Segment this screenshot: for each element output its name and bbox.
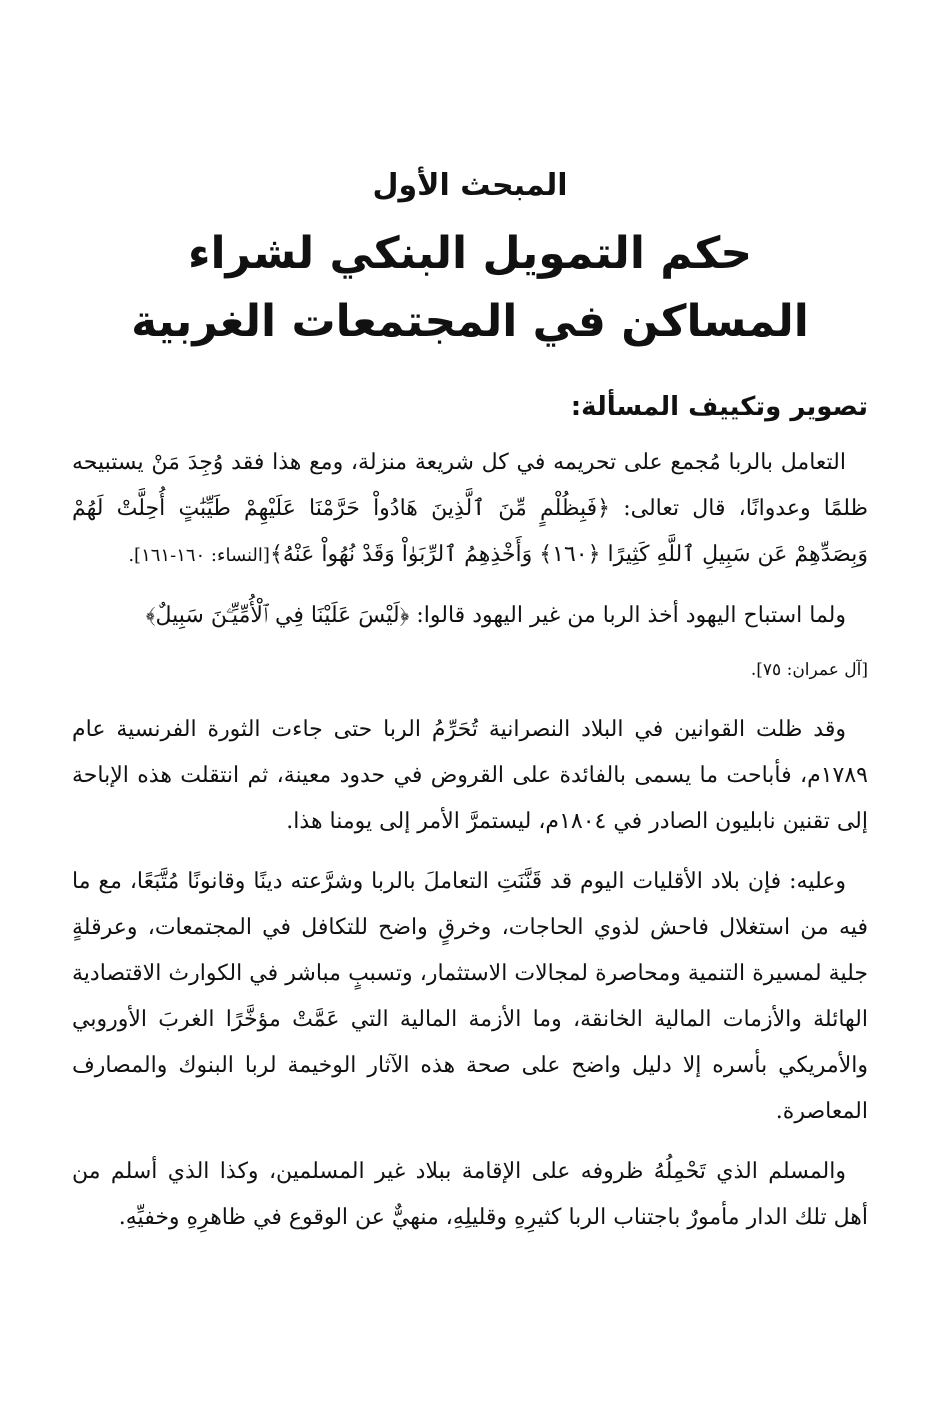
- paragraph-2-text: ولما استباح اليهود أخذ الربا من غير اليهود قالوا:: [409, 603, 846, 628]
- quran-verse-1: ﴿فَبِظُلْمٍ مِّنَ ٱلَّذِينَ هَادُواْ حَرَّمْنَا عَلَيْهِمْ طَيِّبَٰتٍ أُحِلَّتْ لَهُمْ وَبِصَدِّهِمْ عَن سَبِيلِ ٱللَّهِ كَثِيرًا ﴿١٦٠﴾ وَأَخْذِهِمُ ٱلرِّبَوٰاْ وَقَدْ نُهُواْ عَنْهُ﴾: [72, 496, 868, 567]
- paragraph-5: والمسلم الذي تَحْمِلُهُ ظروفه على الإقامة ببلاد غير المسلمين، وكذا الذي أسلم من أهل تلك الدار مأمورٌ باجتناب الربا كثيرِهِ وقليلِهِ، منهيٌّ عن الوقوع في ظاهرِهِ وخفيِّهِ.: [72, 1159, 868, 1230]
- body-text: [72, 440, 868, 1255]
- paragraph-2: [72, 593, 868, 639]
- paragraph-4: وعليه: فإن بلاد الأقليات اليوم قد قَنَّنَتِ التعاملَ بالربا وشرَّعته دينًا وقانونًا مُتَّبَعًا، مع ما فيه من استغلال فاحش لذوي الحاجات، وخرقٍ واضح للتكافل في المجتمعات، وعرقلةٍ جلية لمسيرة التنمية ومحاصرة لمجالات الاستثمار، وتسببٍ مباشر في الكوارث الاقتصادية الهائلة والأزمات المالية الخانقة، وما الأزمة المالية التي عَمَّتْ مؤخَّرًا الغربَ الأوروبي والأمريكي بأسره إلا دليل واضح على صحة هذه الآثار الوخيمة لربا البنوك والمصارف المعاصرة.: [72, 869, 869, 1124]
- page-title-line-1: حكم التمويل البنكي لشراء: [187, 228, 753, 279]
- paragraph-3: وقد ظلت القوانين في البلاد النصرانية تُحَرِّمُ الربا حتى جاءت الثورة الفرنسية عام ١٧٨٩م، فأباحت ما يسمى بالفائدة على القروض في حدود معينة، ثم انتقلت هذه الإباحة إلى تقنين نابليون الصادر في ١٨٠٤م، ليستمرَّ الأمر إلى يومنا هذا.: [72, 717, 868, 834]
- subheading: تصوير وتكييف المسألة:: [570, 392, 868, 422]
- document-page: [72, 0, 868, 1404]
- verse-reference-2: [آل عمران: ٧٥].: [750, 660, 868, 680]
- verse-reference-1: [النساء: ١٦٠-١٦١].: [128, 545, 270, 566]
- section-label: المبحث الأول: [372, 168, 568, 203]
- page-title-line-2: المساكن في المجتمعات الغربية: [131, 296, 809, 347]
- paragraph-1: [72, 440, 868, 579]
- quran-verse-2: ﴿لَيْسَ عَلَيْنَا فِي ٱلْأُمِّيِّـۧنَ سَبِيلٌ﴾: [145, 603, 410, 628]
- paragraph-1-text: التعامل بالربا مُجمع على تحريمه في كل شريعة منزلة، ومع هذا فقد وُجِدَ مَنْ يستبيحه ظلمًا وعدوانًا، قال تعالى:: [72, 450, 869, 521]
